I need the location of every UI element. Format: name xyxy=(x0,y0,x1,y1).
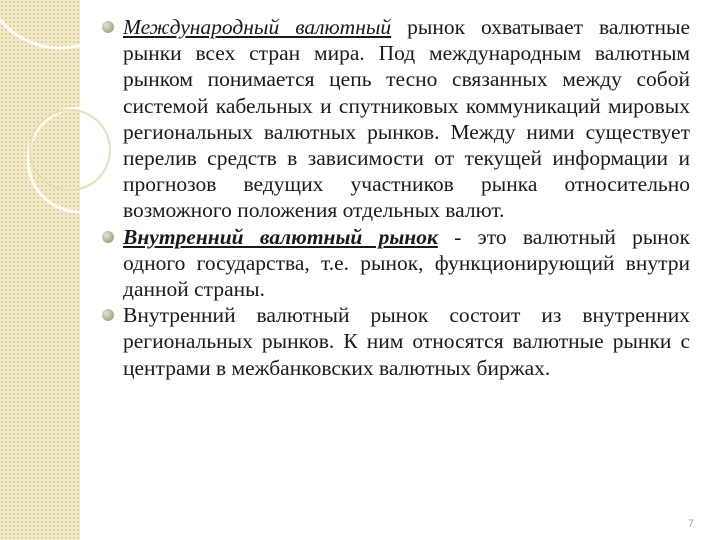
list-item xyxy=(100,302,690,381)
term-international-market: Международный валютный xyxy=(123,15,392,39)
term-domestic-market: Внутренний валютный рынок xyxy=(123,224,438,249)
item-text: Внутренний валютный рынок состоит из внутренних региональных рынков. К ним относятся валютные рынки с центрами в межбанковских валютных биржах. xyxy=(123,303,690,380)
bullet-icon xyxy=(102,21,114,33)
item-text: - это валютный рынок одного государства, т.е. рынок, функционирующий внутри данной страны. xyxy=(123,224,690,302)
page-number: 7 xyxy=(687,518,694,530)
bullet-icon xyxy=(102,231,114,243)
item-text: рынок охватывает валютные рынки всех стран мира. Под международным валютным рынком понимается цепь тесно связанных между собой системой кабельных и спутниковых коммуникаций мировых региональных валютных рынков. Между ними существует перелив средств в зависимости от текущей информации и прогнозов ведущих участников рынка относительно возможного положения отдельных валют. xyxy=(123,15,690,223)
bullet-list xyxy=(100,14,690,381)
bullet-icon xyxy=(102,309,114,321)
list-item xyxy=(100,224,690,303)
list-item xyxy=(100,14,690,224)
